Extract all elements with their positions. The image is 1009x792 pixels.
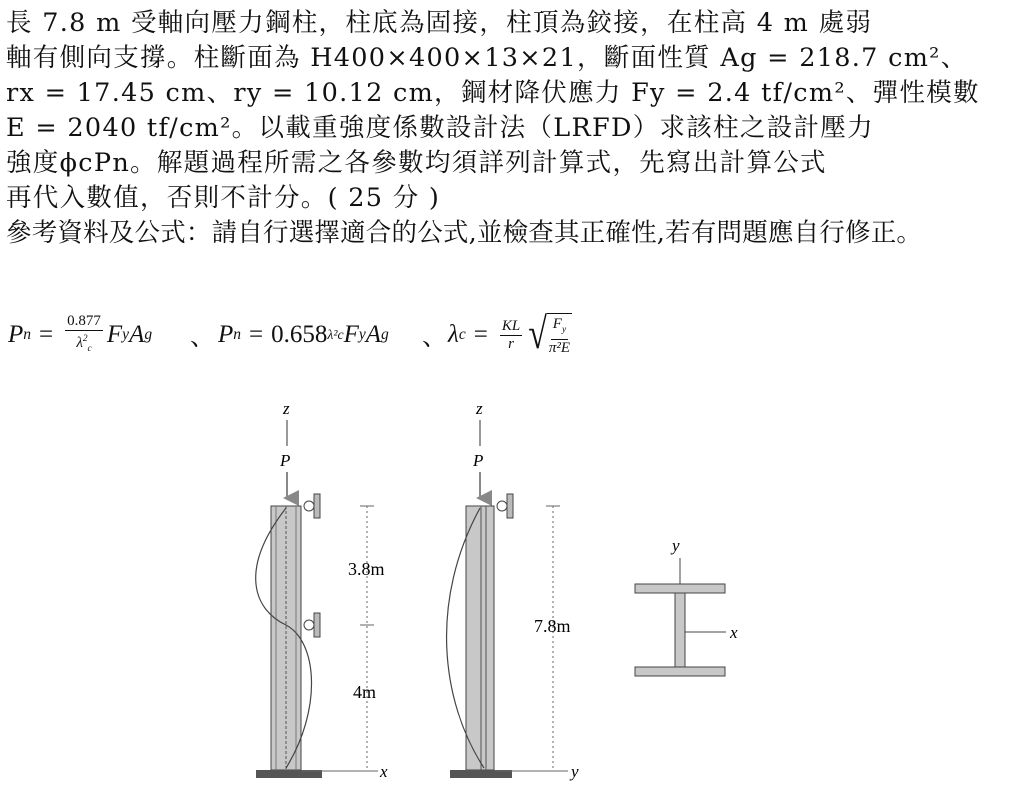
h-section-diagram bbox=[635, 536, 738, 676]
column-figure bbox=[0, 380, 1009, 792]
left-top-pin-icon bbox=[304, 501, 314, 511]
section-bottom-flange bbox=[635, 667, 725, 676]
left-z-axis-label: z bbox=[283, 399, 290, 418]
formula-subscript: y bbox=[122, 326, 130, 343]
section-web bbox=[675, 593, 685, 667]
sqrt-icon: √ bbox=[528, 310, 547, 359]
formula-subscript: c bbox=[458, 326, 466, 343]
formula-symbol: F bbox=[343, 321, 359, 348]
equals-sign: = bbox=[39, 321, 54, 348]
right-load-label: P bbox=[473, 451, 484, 470]
problem-line-2: 軸有側向支撐。柱斷面為 H400×400×13×21，斷面性質 Ag = 218.7 cm²、 bbox=[6, 43, 968, 73]
formula-euler bbox=[8, 300, 152, 370]
formula-base: 0.658 bbox=[271, 321, 328, 348]
section-y-axis-label: y bbox=[672, 536, 680, 555]
formula-symbol: P bbox=[8, 321, 24, 348]
fraction bbox=[500, 318, 522, 353]
left-mid-brace-support-icon bbox=[314, 613, 320, 637]
fraction-numerator: 0.877 bbox=[67, 312, 101, 329]
formula-symbol: A bbox=[365, 321, 382, 348]
fraction-denominator: r bbox=[508, 335, 514, 352]
formula-symbol: F bbox=[106, 321, 123, 348]
left-load-label: P bbox=[280, 451, 291, 470]
left-dim-bottom-label: 4m bbox=[353, 682, 377, 702]
fraction-denominator: π²E bbox=[548, 340, 571, 356]
right-base-axis-label: y bbox=[571, 762, 579, 781]
left-base-axis-label: x bbox=[380, 762, 388, 781]
problem-statement bbox=[6, 6, 1001, 251]
formula-subscript: g bbox=[144, 326, 153, 343]
left-column-diagram bbox=[256, 399, 388, 781]
fraction bbox=[65, 313, 103, 358]
formula-symbol: P bbox=[218, 321, 234, 348]
right-top-pin-icon bbox=[497, 501, 507, 511]
equals-sign: = bbox=[473, 321, 488, 348]
right-column-diagram bbox=[447, 399, 579, 781]
fraction-denominator: λ bbox=[76, 334, 83, 351]
formula-slenderness bbox=[448, 300, 576, 370]
formula-separator: 、 bbox=[422, 324, 448, 351]
right-dim-label: 7.8m bbox=[534, 616, 571, 636]
formula-symbol: A bbox=[129, 321, 145, 348]
left-mid-brace-pin-icon bbox=[304, 620, 314, 630]
superscript: 2 bbox=[82, 333, 88, 344]
formula-exponent: λ²c bbox=[327, 327, 344, 342]
formula-separator: 、 bbox=[190, 324, 216, 351]
fraction-numerator: KL bbox=[501, 317, 521, 334]
fraction-numerator: F bbox=[552, 316, 562, 332]
left-dim-top-label: 3.8m bbox=[348, 559, 385, 579]
formula-subscript: g bbox=[381, 326, 389, 343]
subscript: y bbox=[561, 325, 567, 335]
problem-line-1: 長 7.8 m 受軸向壓力鋼柱，柱底為固接，柱頂為鉸接，在柱高 4 m 處弱 bbox=[6, 8, 873, 38]
problem-line-4: E = 2040 tf/cm²。以載重強度係數設計法（LRFD）求該柱之設計壓力 bbox=[6, 113, 874, 143]
problem-line-6: 再代入數值，否則不計分。( 25 分 ) bbox=[6, 183, 441, 213]
formula-inelastic bbox=[218, 300, 389, 370]
formula-symbol: λ bbox=[448, 321, 459, 348]
problem-line-3: rx = 17.45 cm、ry = 10.12 cm，鋼材降伏應力 Fy = 2.4 tf/cm²、彈性模數 bbox=[6, 78, 980, 108]
subscript: c bbox=[87, 343, 92, 354]
formula-row bbox=[8, 300, 1003, 370]
right-column-body bbox=[466, 506, 494, 770]
equals-sign: = bbox=[249, 321, 264, 348]
right-z-axis-label: z bbox=[476, 399, 483, 418]
formula-subscript: y bbox=[358, 326, 366, 343]
left-top-support-icon bbox=[314, 494, 320, 518]
section-top-flange bbox=[635, 584, 725, 593]
sqrt-radicand bbox=[547, 313, 572, 357]
formula-subscript: n bbox=[233, 326, 242, 343]
problem-line-5: 強度ϕcPn。解題過程所需之各參數均須詳列計算式，先寫出計算公式 bbox=[6, 148, 827, 178]
reference-heading: 參考資料及公式：請自行選擇適合的公式,並檢查其正確性,若有問題應自行修正。 bbox=[6, 218, 923, 248]
right-top-support-icon bbox=[507, 494, 513, 518]
formula-subscript: n bbox=[23, 326, 32, 343]
section-x-axis-label: x bbox=[730, 623, 738, 642]
